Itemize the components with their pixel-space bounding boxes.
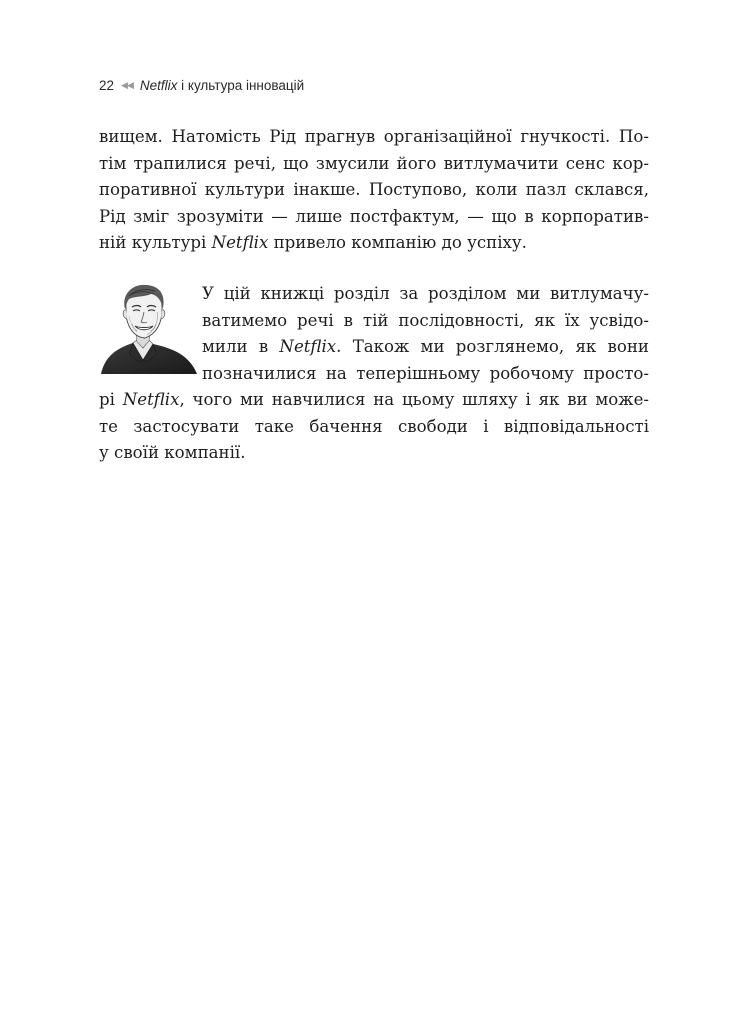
text-fragment: привело компанію до успіху. <box>268 233 527 252</box>
text-line: ватимемо речі в тій послідовності, як їх усвідо- <box>202 310 649 330</box>
text-line: те застосувати таке бачення свободи і відповідальності <box>99 416 649 436</box>
paragraph-1 <box>99 124 649 257</box>
book-title-italic: Netflix <box>139 78 178 93</box>
text-line: у своїй компанії. <box>99 443 246 462</box>
text-line: вищем. Натомість Рід прагнув організаційної гнучкості. По- <box>99 127 649 146</box>
text-fragment: рі <box>99 390 123 409</box>
book-title-rest: і культура інновацій <box>177 78 305 93</box>
text-fragment: ній культурі <box>99 233 212 252</box>
text-line <box>99 230 649 257</box>
italic-netflix: Netflix <box>122 390 180 409</box>
text-line: позначилися на теперішньому робочому просто- <box>202 363 649 383</box>
page-number: 22 <box>99 78 115 93</box>
text-line: У цій книжці розділ за розділом ми витлумачу- <box>202 284 649 303</box>
text-line: Рід зміг зрозуміти — лише постфактум, — що в корпоратив- <box>99 206 649 226</box>
running-header <box>99 78 304 93</box>
text-line: поративної культури інакше. Поступово, коли пазл склався, <box>99 180 649 199</box>
text-line <box>99 387 649 414</box>
italic-netflix: Netflix <box>211 233 269 252</box>
book-title <box>140 78 304 93</box>
text-line: тім трапилися речі, що змусили його витлумачити сенс кор- <box>99 153 649 173</box>
text-line <box>202 334 649 361</box>
text-fragment: . Також ми розглянемо, як вони <box>336 337 649 356</box>
italic-netflix: Netflix <box>279 337 337 356</box>
double-arrow-icon: ◀◀ <box>121 80 133 90</box>
paragraph-2 <box>99 281 649 467</box>
text-fragment: мили в <box>202 337 280 356</box>
text-fragment: , чого ми навчилися на цьому шляху і як ви може- <box>179 390 649 409</box>
